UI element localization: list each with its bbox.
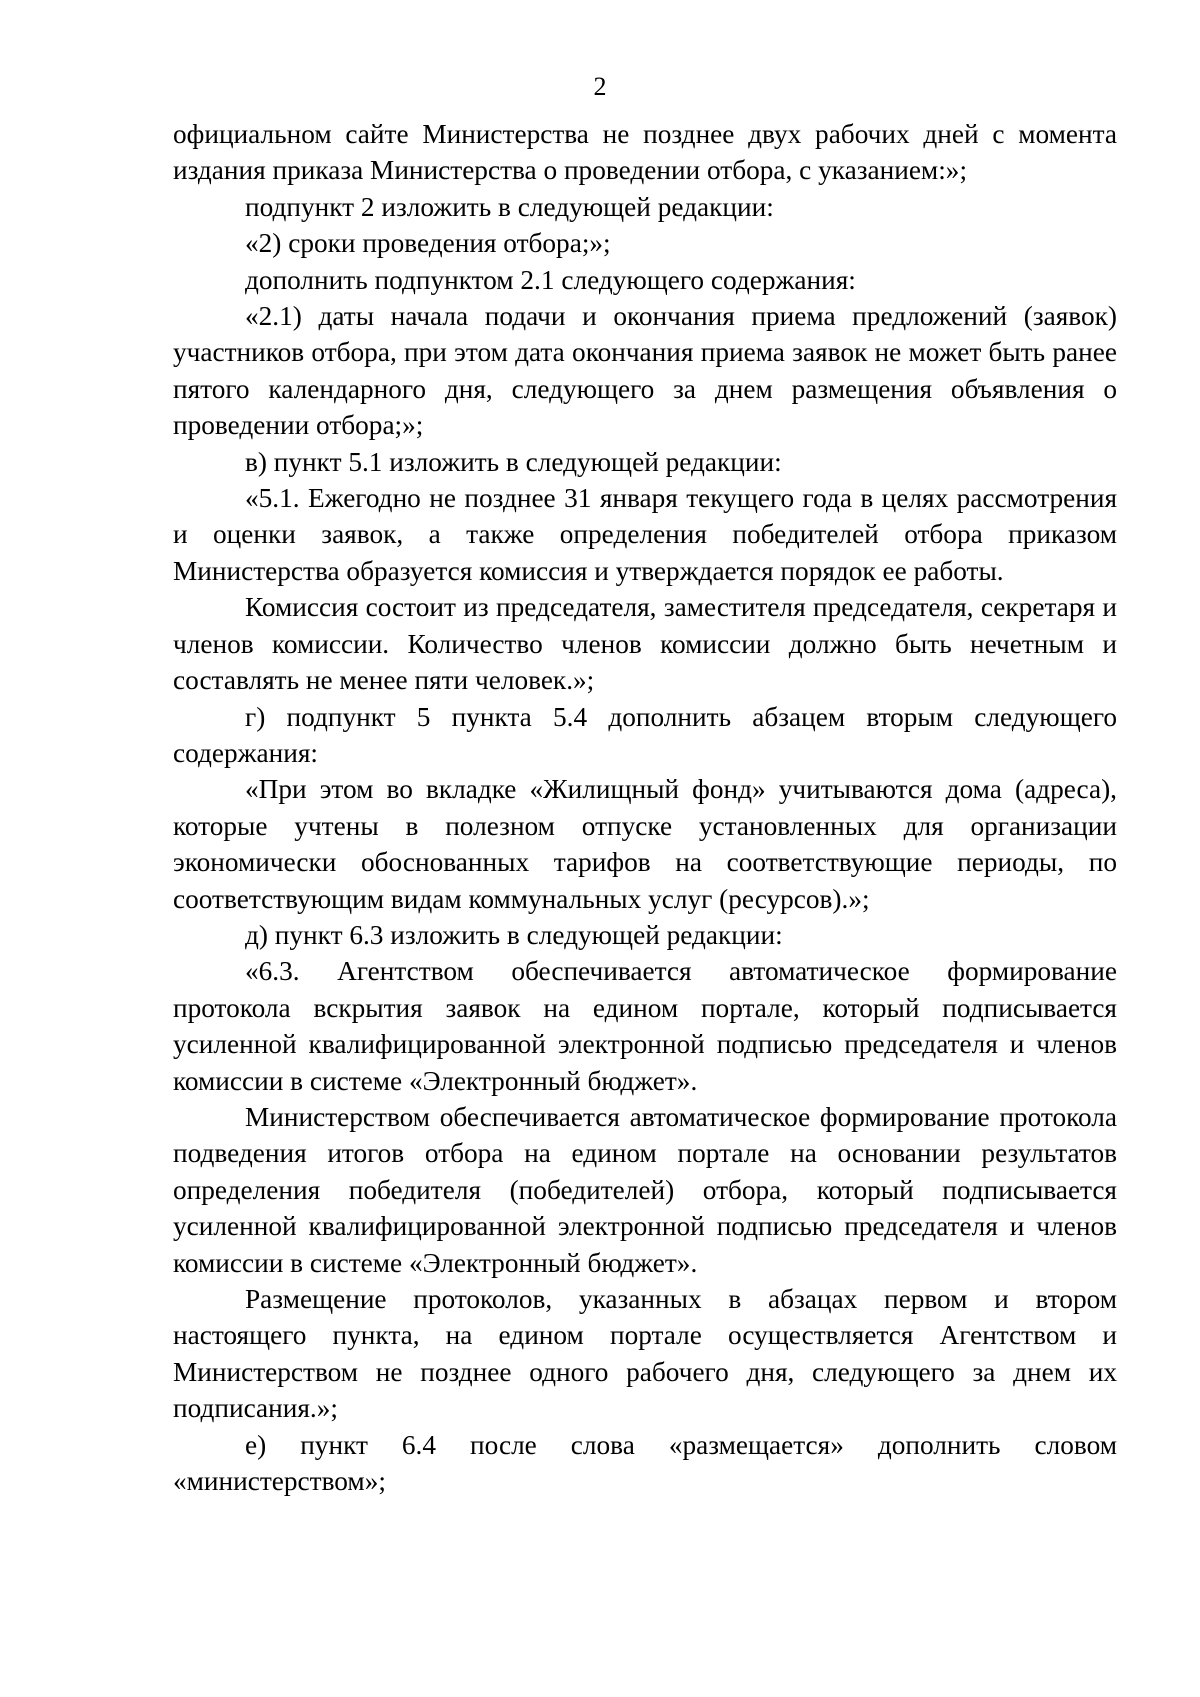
paragraph-continuation: официальном сайте Министерства не позднее двух рабочих дней с момента издания приказа Министерства о проведении отбора, с указанием:»; [173,119,1117,186]
paragraph-item-v-instruction: в) пункт 5.1 изложить в следующей редакции: [245,446,782,477]
document-body [173,116,1117,1499]
paragraph-ministry-protocol: Министерством обеспечивается автоматическое формирование протокола подведения итогов отбора на едином портале на основании результатов определения победителя (победителей) отбора, который подписывается усиленной квалифицированной электронной подписью председателя и членов комиссии в системе «Электронный бюджет». [173,1101,1117,1278]
paragraph-clause-5-1-text: «5.1. Ежегодно не позднее 31 января текущего года в целях рассмотрения и оценки заявок, а также определения победителей отбора приказом Министерства образуется комиссия и утверждается порядок ее работы. [173,483,1117,586]
paragraph-subitem-2-1-instruction: дополнить подпунктом 2.1 следующего содержания: [245,264,856,295]
paragraph-subitem-2-instruction: подпункт 2 изложить в следующей редакции: [245,191,774,222]
paragraph-clause-6-3-text: «6.3. Агентством обеспечивается автоматическое формирование протокола вскрытия заявок на едином портале, который подписывается усиленной квалифицированной электронной подписью председателя и членов комиссии в системе «Электронный бюджет». [173,956,1117,1096]
paragraph-commission-composition: Комиссия состоит из председателя, заместителя председателя, секретаря и членов комиссии. Количество членов комиссии должно быть нечетным и составлять не менее пяти человек.»; [173,592,1117,696]
paragraph-housing-fund-text: «При этом во вкладке «Жилищный фонд» учитываются дома (адреса), которые учтены в полезном отпуске установленных для организации экономически обоснованных тарифов на соответствующие периоды, по соответствующим видам коммунальных услуг (ресурсов).»; [173,774,1117,914]
paragraph-item-d-instruction: д) пункт 6.3 изложить в следующей редакции: [245,919,783,950]
paragraph-protocol-placement: Размещение протоколов, указанных в абзацах первом и втором настоящего пункта, на едином портале осуществляется Агентством и Министерством не позднее одного рабочего дня, следующего за днем их подписания.»; [173,1284,1117,1424]
paragraph-item-e-instruction: е) пункт 6.4 после слова «размещается» дополнить словом «министерством»; [173,1429,1117,1497]
page-number: 2 [593,72,607,101]
paragraph-subitem-2-text: «2) сроки проведения отбора;»; [245,228,611,259]
paragraph-subitem-2-1-text: «2.1) даты начала подачи и окончания приема предложений (заявок) участников отбора, при этом дата окончания приема заявок не может быть ранее пятого календарного дня, следующего за днем размещения объявления о проведении отбора;»; [173,301,1117,441]
paragraph-item-g-instruction: г) подпункт 5 пункта 5.4 дополнить абзацем вторым следующего содержания: [173,701,1117,768]
